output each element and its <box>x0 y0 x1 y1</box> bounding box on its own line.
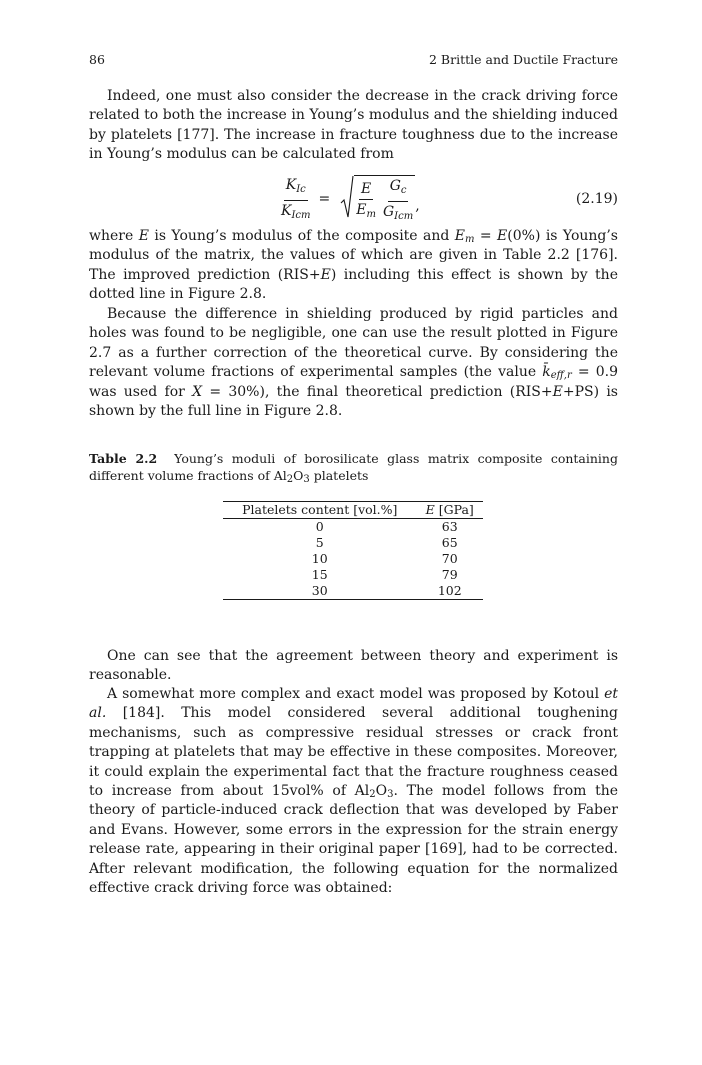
r2-den: G <box>382 204 395 220</box>
paragraph-5-text: A somewhat more complex and exact model was proposed by Kotoul et al. [184]. This model considered several additional toughening mechanisms, such as compressive residual stresses or crack front trapping at platelets that may be effective in these composites. Moreover, it could explain the experimental fact that the fracture roughness ceased to increase from about 15vol% of $Al_2O_3$. The model follows from the theory of particle-induced crack deflection that was developed by Faber and Evans. However, some errors in the expression for the strain energy release rate, appearing in their original paper [169], had to be corrected. After relevant modification, the following equation for the normalized effective crack driving force was obtained: <box>89 686 619 897</box>
equation-expression <box>279 176 420 224</box>
paragraph-1 <box>89 87 618 165</box>
lhs-den: K <box>281 202 292 219</box>
table-caption: Table 2.2 Young’s moduli of borosilicate glass matrix composite containing different volume fractions of $Al_2O_3$ platelets <box>89 451 618 485</box>
moduli-table <box>223 501 483 600</box>
square-root <box>340 175 415 225</box>
r1-den-sub: m <box>366 208 376 220</box>
r2-den-sub: Icm <box>394 211 414 222</box>
table-row: 30 102 <box>223 583 483 600</box>
equation-comma: , <box>415 197 420 214</box>
table-label: Table 2.2 <box>89 451 158 466</box>
paragraph-5 <box>89 685 618 898</box>
col-header-modulus: E [GPa] <box>416 502 483 519</box>
table-row: 0 63 <box>315 519 458 534</box>
radical-sign-icon <box>340 175 354 225</box>
paragraph-1-text: Indeed, one must also consider the decrease in the crack driving force related to both the increase in Young’s modulus and the shielding induced by platelets [177]. The increase in fracture toughness due to the increase in Young’s modulus can be calculated from <box>89 88 618 163</box>
equation-number: (2.19) <box>575 191 618 207</box>
table-row: 5 65 <box>315 535 458 550</box>
page-number: 86 <box>89 52 105 67</box>
lhs-num-sub: Ic <box>296 183 306 195</box>
energy-ratio <box>381 178 415 225</box>
paragraph-4-text: One can see that the agreement between theory and experiment is reasonable. <box>89 648 618 684</box>
paragraph-4 <box>89 647 618 686</box>
paragraph-3 <box>89 305 618 421</box>
equals-sign: = <box>318 191 331 208</box>
r1-num: E <box>360 180 372 197</box>
col-header-content: Platelets content [vol.%] <box>223 502 416 519</box>
lhs-den-sub: Icm <box>291 209 311 221</box>
r2-num: G <box>389 178 401 194</box>
r1-den: E <box>356 201 367 218</box>
equation-2-19 <box>89 176 618 224</box>
lhs-fraction <box>279 177 313 224</box>
modulus-ratio <box>354 181 378 223</box>
running-title: 2 Brittle and Ductile Fracture <box>429 52 618 67</box>
r2-num-sub: c <box>400 185 407 196</box>
lhs-num: K <box>285 176 297 193</box>
table-row: 15 79 <box>311 567 458 582</box>
table-row: 10 70 <box>311 551 458 566</box>
paragraph-3-text: Because the difference in shielding produced by rigid particles and holes was found to be negligible, one can use the result plotted in Figure 2.7 as a further correction of the theoretical curve. By considering the relevant volume fractions of experimental samples (the value $k̄_{eff,r} = 0.9$ was used for X = 30%), the final theoretical prediction (RIS+E+PS) is shown by the full line in Figure 2.8. <box>89 306 618 420</box>
paragraph-2-text: where E is Young’s modulus of the composite and $E_m = E(0\%)$ is Young’s modulus of the matrix, the values of which are given in Table 2.2 [176]. The improved prediction (RIS+E) including this effect is shown by the dotted line in Figure 2.8. <box>89 228 618 303</box>
paragraph-2 <box>89 227 618 305</box>
